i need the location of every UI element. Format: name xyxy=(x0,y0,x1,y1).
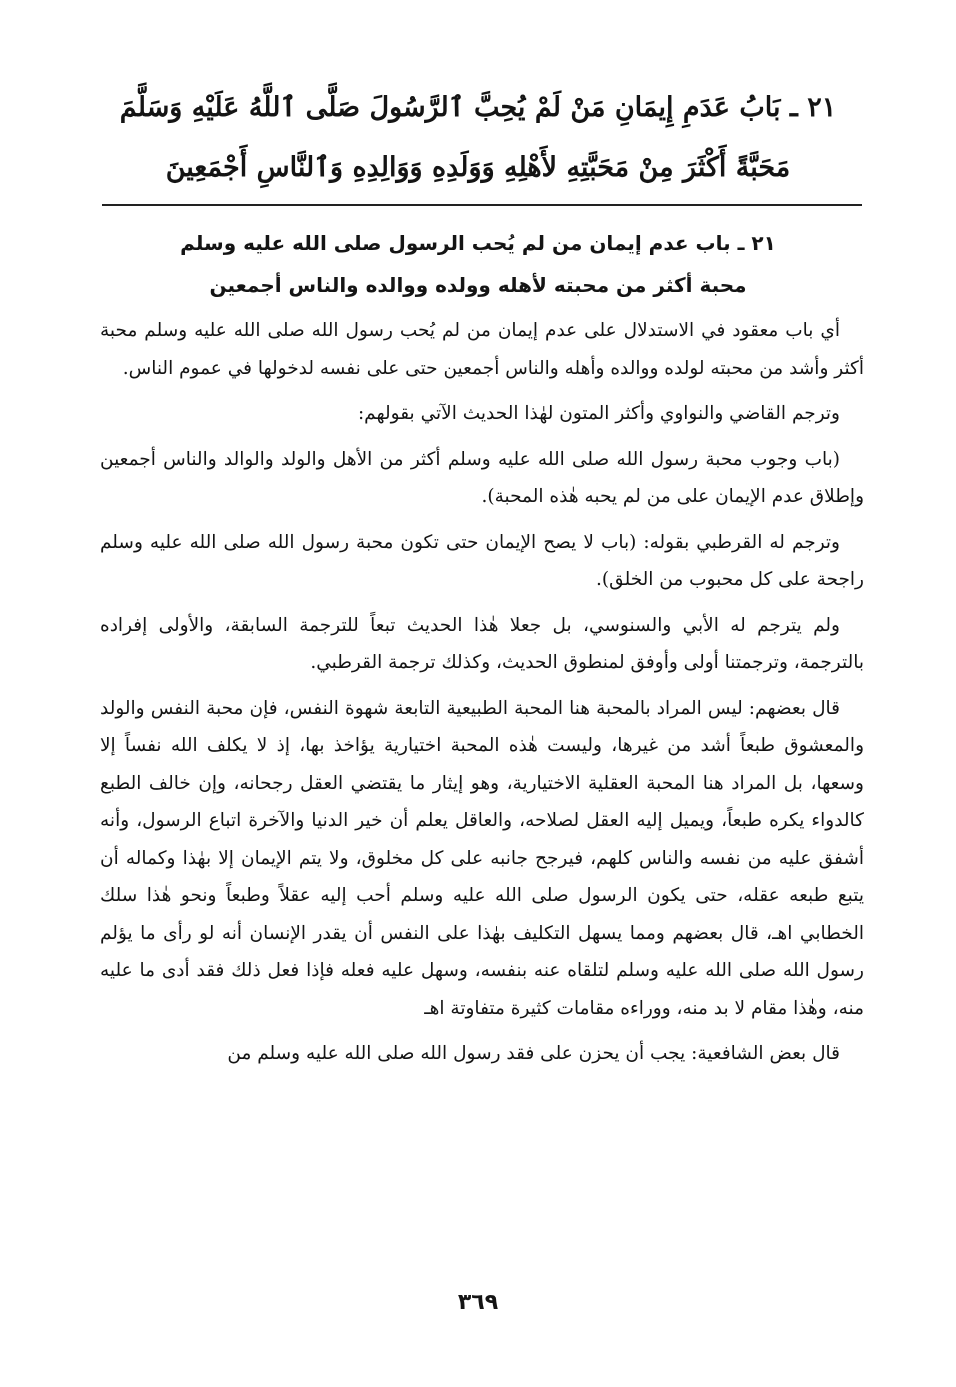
paragraph: ولم يترجم له الأبي والسنوسي، بل جعلا هٰذا الحديث تبعاً للترجمة السابقة، والأولى إفراده بالترجمة، وترجمتنا أولى وأوفق لمنطوق الحديث، وكذلك ترجمة القرطبي. xyxy=(100,614,864,673)
page-number: ٣٦٩ xyxy=(457,1290,499,1315)
chapter-subheading xyxy=(180,222,776,306)
divider-rule xyxy=(102,204,862,206)
paragraph: وترجم القاضي والنواوي وأكثر المتون لهٰذا الحديث الآتي بقولهم: xyxy=(357,403,840,424)
paragraph: وترجم له القرطبي بقوله: (باب لا يصح الإيمان حتى تكون محبة رسول الله صلى الله عليه وسلم راجحة على كل محبوب من الخلق). xyxy=(100,531,864,590)
paragraph: قال بعض الشافعية: يجب أن يحزن على فقد رسول الله صلى الله عليه وسلم من xyxy=(227,1043,840,1064)
chapter-title-line-1: ٢١ ـ بَابُ عَدَمِ إِيمَانِ مَنْ لَمْ يُحِبَّ ٱلرَّسُولَ صَلَّى ٱللَّهُ عَلَيْهِ وَسَلَّمَ xyxy=(119,92,837,123)
commentary-body xyxy=(100,312,864,1081)
chapter-subheading-line-2: محبة أكثر من محبته لأهله وولده ووالده والناس أجمعين xyxy=(209,273,747,297)
paragraph: أي باب معقود في الاستدلال على عدم إيمان من لم يُحب رسول الله صلى الله عليه وسلم محبة أكثر وأشد من محبته لولده ووالده وأهله والناس أجمعين حتى على نفسه لدخولها في عموم الناس. xyxy=(100,320,864,379)
paragraph: قال بعضهم: ليس المراد بالمحبة هنا المحبة الطبيعية التابعة شهوة النفس، فإن محبة النفس والولد والمعشوق طبعاً أشد من غيرها، وليست هٰذه المحبة اختيارية يؤاخذ بها، إذ لا يكلف الله نفساً إلا وسعها، بل المراد هنا المحبة العقلية الاختيارية، وهو إيثار ما يقتضي العقل رجحانه، وإن خالف الطبع كالدواء يكره طبعاً، ويميل إليه العقل لصلاحه، والعاقل يعلم أن خير الدنيا والآخرة اتباع الرسول، وأنه أشفق عليه من نفسه والناس كلهم، فيرجح جانبه على كل مخلوق، ولا يتم الإيمان إلا بهٰذا وكماله أن يتبع طبعه عقله، حتى يكون الرسول صلى الله عليه وسلم أحب إليه عقلاً وطبعاً ونحو هٰذا سلك الخطابي اهـ، قال بعضهم ومما يسهل التكليف بهٰذا على النفس أن يقدر الإنسان أنه لو رأى ما يؤلم رسول الله صلى الله عليه وسلم لتلقاه عنه بنفسه، وسهل عليه فعله فإذا فعل ذلك فقد أدى ما عليه منه، وهٰذا مقام لا بد منه، ووراءه مقامات كثيرة متفاوتة اهـ xyxy=(100,697,864,1019)
chapter-title xyxy=(96,78,860,198)
chapter-title-line-2: مَحَبَّةً أَكْثَرَ مِنْ مَحَبَّتِهِ لأَهْلِهِ وَوَلَدِهِ وَوَالِدِهِ وَٱلنَّاسِ أَجْمَعِينَ xyxy=(165,152,791,183)
chapter-subheading-line-1: ٢١ ـ باب عدم إيمان من لم يُحب الرسول صلى الله عليه وسلم xyxy=(180,231,776,255)
paragraph: (باب وجوب محبة رسول الله صلى الله عليه وسلم أكثر من الأهل والولد والوالد والناس أجمعين وإطلاق عدم الإيمان على من لم يحبه هٰذه المحبة). xyxy=(100,448,864,507)
